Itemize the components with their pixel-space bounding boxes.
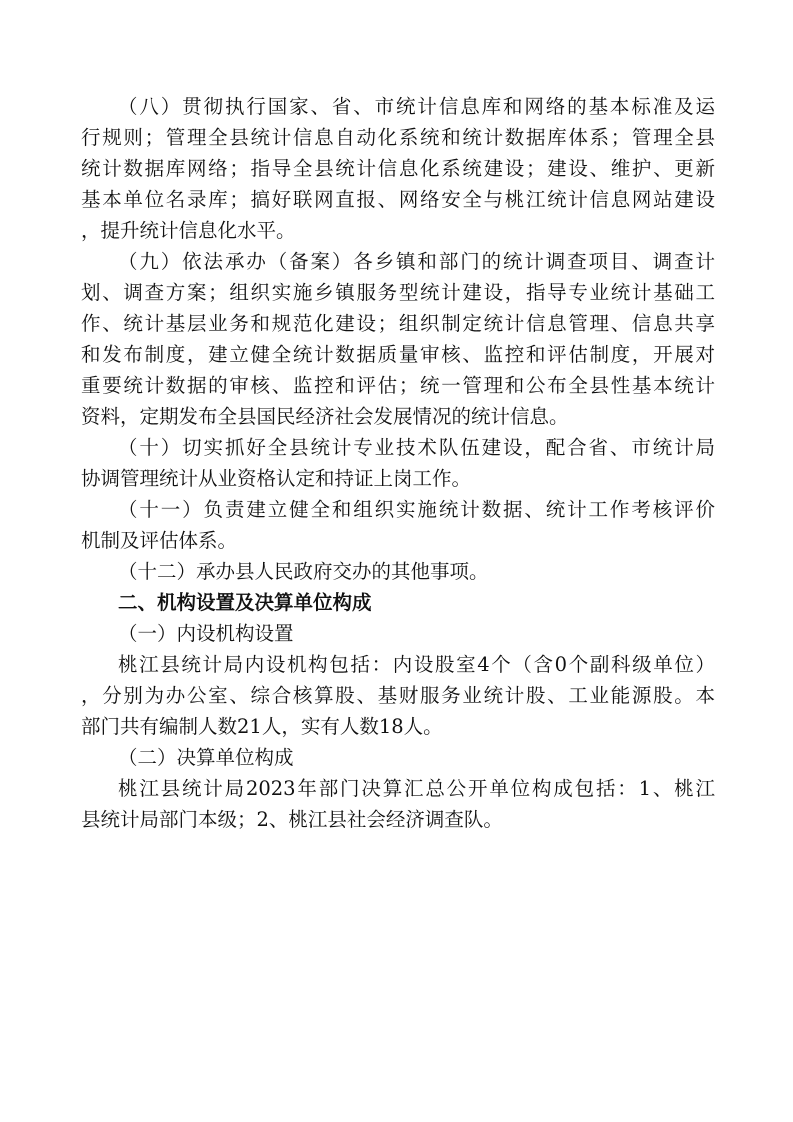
- text-line: 行规则；管理全县统计信息自动化系统和统计数据库体系；管理全县: [81, 126, 715, 149]
- text-line: 县统计局部门本级；2、桃江县社会经济调查队。: [81, 808, 503, 831]
- text-line: （十）切实抓好全县统计专业技术队伍建设，配合省、市统计局: [118, 436, 715, 459]
- text-line: 桃江县统计局内设机构包括：内设股室4个（含0个副科级单位）: [118, 653, 715, 676]
- text-line: （十二）承办县人民政府交办的其他事项。: [118, 560, 489, 583]
- subsection-title: （二）决算单位构成: [118, 746, 294, 769]
- subsection-title: （一）内设机构设置: [118, 622, 294, 645]
- section-heading: 二、机构设置及决算单位构成: [118, 591, 372, 614]
- text-line: 资料，定期发布全县国民经济社会发展情况的统计信息。: [81, 405, 569, 428]
- text-line: 机制及评估体系。: [81, 529, 238, 552]
- text-line: ，提升统计信息化水平。: [81, 219, 296, 242]
- text-line: 基本单位名录库；搞好联网直报、网络安全与桃江统计信息网站建设: [81, 188, 715, 211]
- text-line: 统计数据库网络；指导全县统计信息化系统建设；建设、维护、更新: [81, 157, 715, 180]
- text-line: ，分别为办公室、综合核算股、基财服务业统计股、工业能源股。本: [81, 684, 715, 707]
- text-line: （十一）负责建立健全和组织实施统计数据、统计工作考核评价: [118, 498, 715, 521]
- text-line: 和发布制度，建立健全统计数据质量审核、监控和评估制度，开展对: [81, 343, 715, 366]
- text-line: 重要统计数据的审核、监控和评估；统一管理和公布全县性基本统计: [81, 374, 715, 397]
- text-line: 作、统计基层业务和规范化建设；组织制定统计信息管理、信息共享: [81, 312, 715, 335]
- text-line: （九）依法承办（备案）各乡镇和部门的统计调查项目、调查计: [118, 250, 715, 273]
- text-line: （八）贯彻执行国家、省、市统计信息库和网络的基本标准及运: [118, 95, 715, 118]
- text-line: 划、调查方案；组织实施乡镇服务型统计建设，指导专业统计基础工: [81, 281, 715, 304]
- text-line: 桃江县统计局2023年部门决算汇总公开单位构成包括：1、桃江: [118, 777, 715, 800]
- text-line: 部门共有编制人数21人，实有人数18人。: [81, 715, 443, 738]
- text-line: 协调管理统计从业资格认定和持证上岗工作。: [81, 467, 472, 490]
